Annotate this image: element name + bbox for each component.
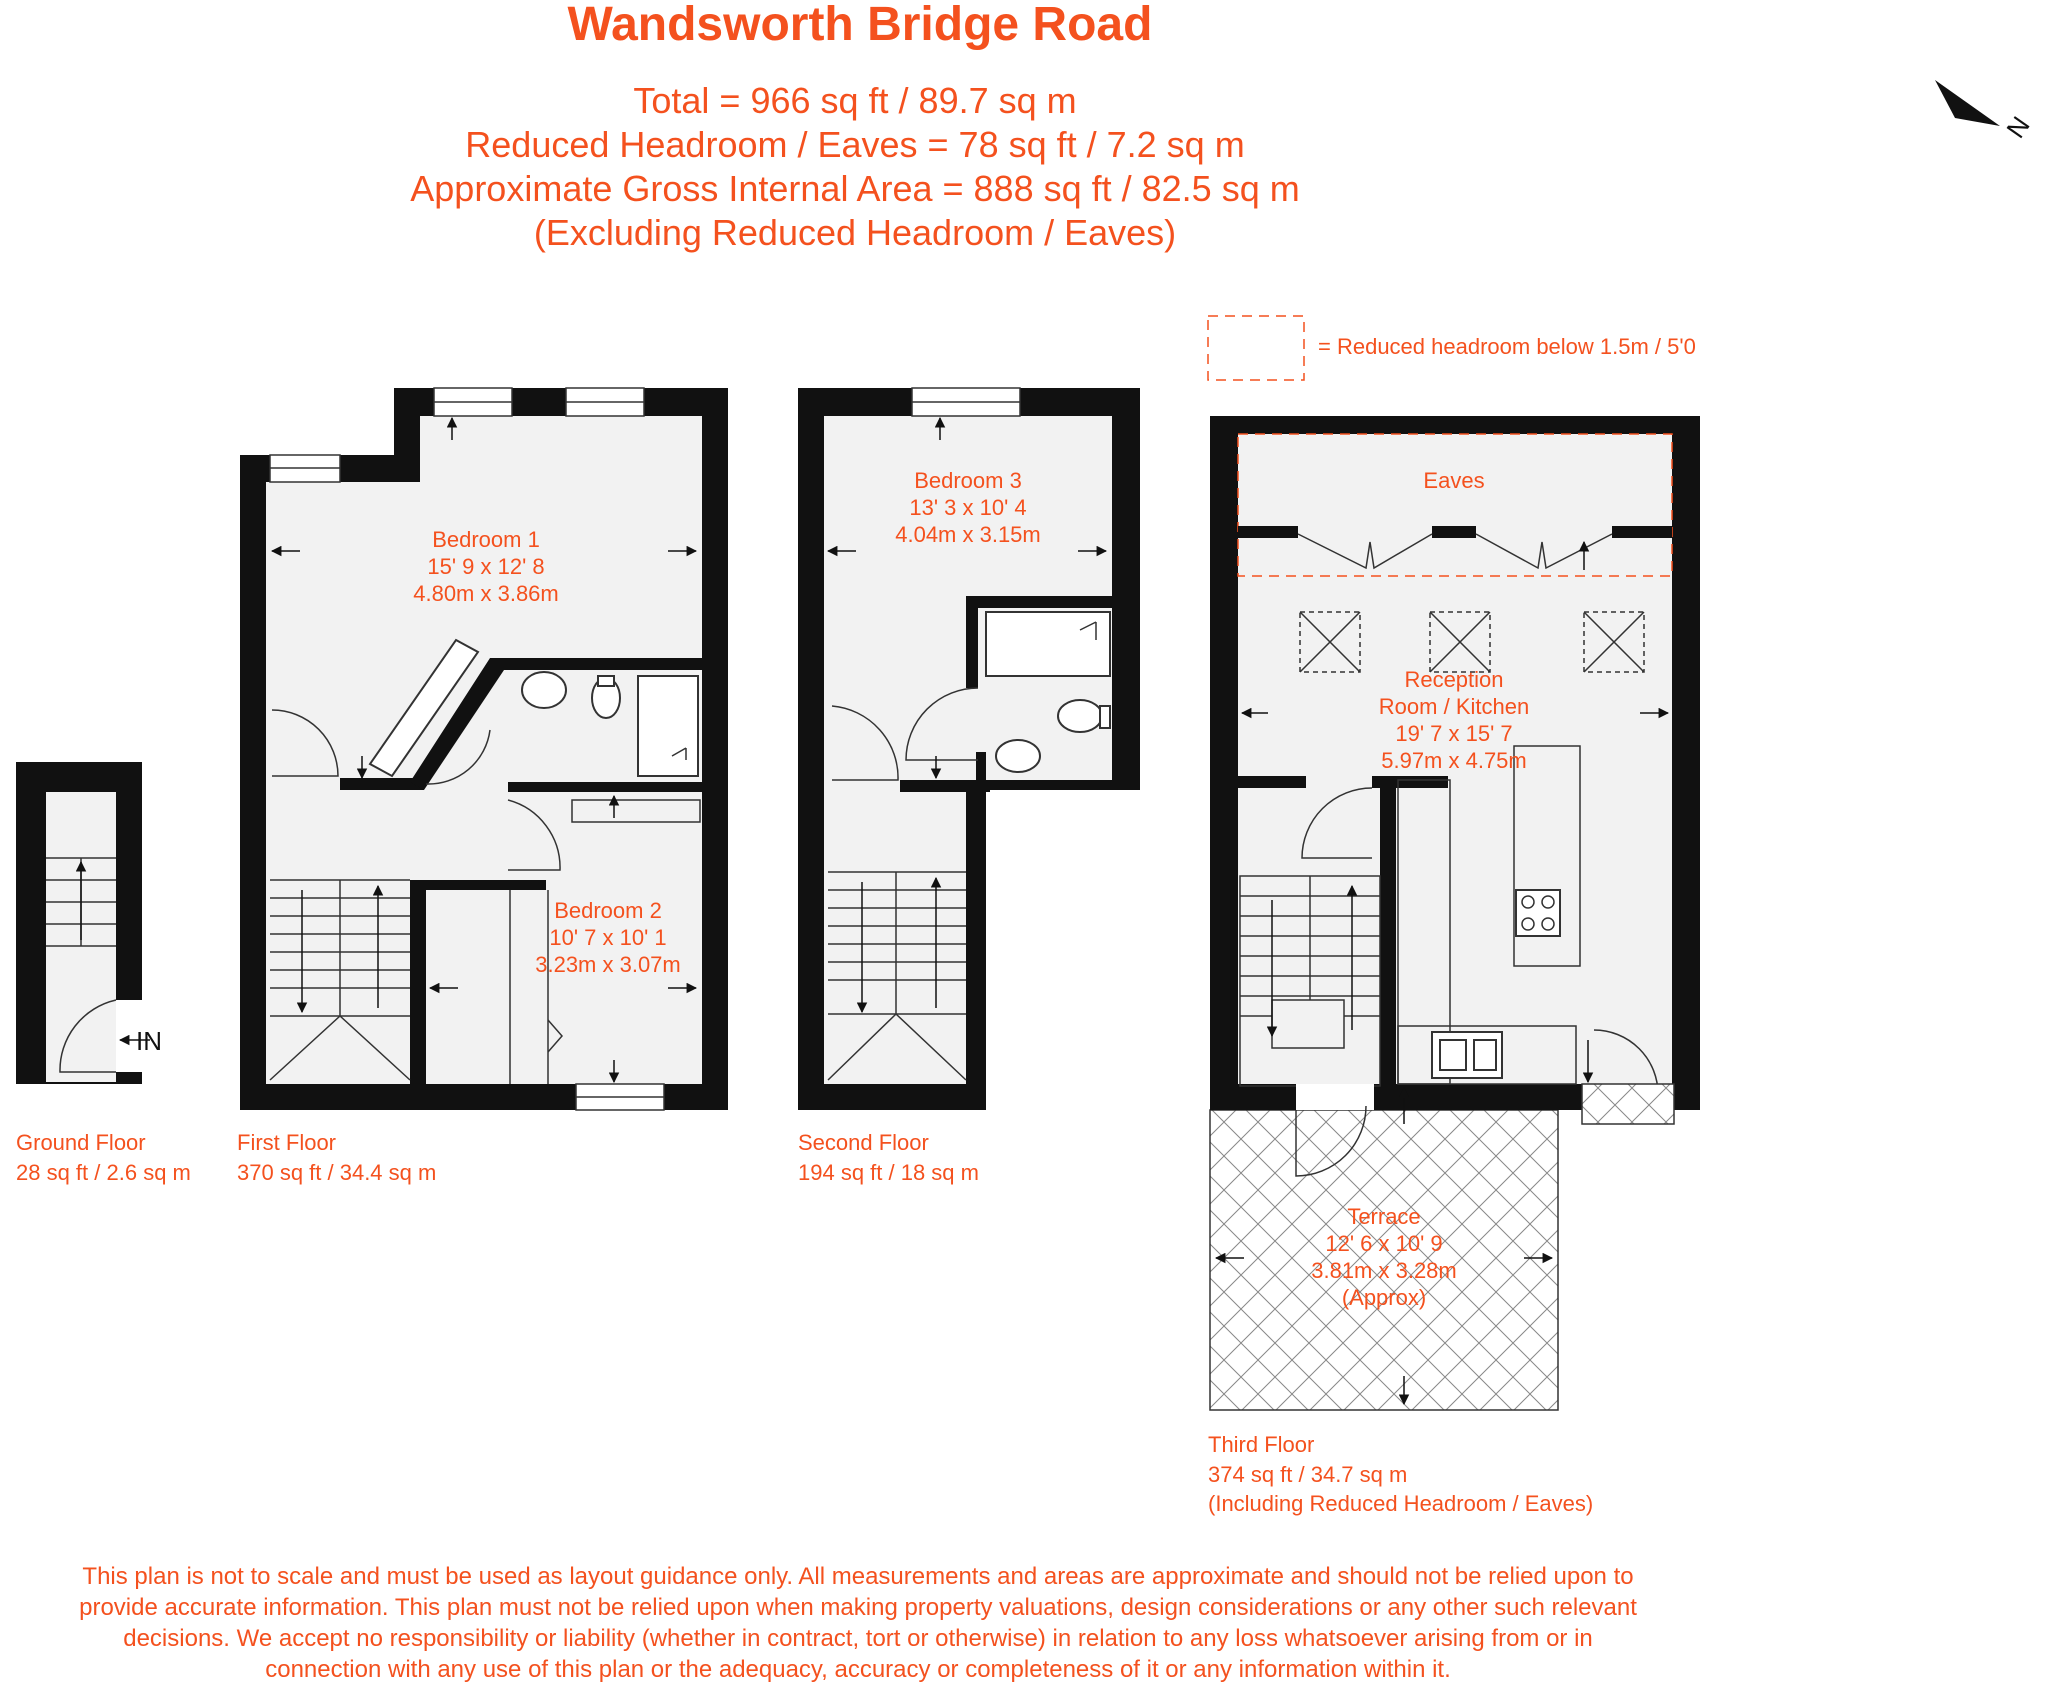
plan-title: Wandsworth Bridge Road (567, 0, 1153, 51)
legend-swatch (1208, 316, 1304, 380)
north-arrow-icon (1935, 80, 2036, 143)
terrace-note: (Approx) (1341, 1285, 1427, 1310)
disclaimer-line2: provide accurate information. This plan must not be relied upon when making property valuations, design considerations or any other such relevant (79, 1594, 1637, 1621)
first-floor-plan (240, 388, 728, 1110)
legend-label: = Reduced headroom below 1.5m / 5'0 (1318, 334, 1696, 359)
entrance-label: IN (136, 1026, 162, 1056)
disclaimer-line4: connection with any use of this plan or the adequacy, accuracy or completeness of it or any information within it. (265, 1656, 1451, 1683)
reception-metric: 5.97m x 4.75m (1381, 748, 1527, 773)
disclaimer-line1: This plan is not to scale and must be used as layout guidance only. All measurements and areas are approximate and should not be relied upon to (82, 1563, 1634, 1590)
bedroom3-imperial: 13' 3 x 10' 4 (909, 495, 1027, 520)
bedroom3-metric: 4.04m x 3.15m (895, 522, 1041, 547)
second-floor-area: 194 sq ft / 18 sq m (798, 1160, 979, 1185)
hob-icon (1516, 890, 1560, 936)
bedroom2-imperial: 10' 7 x 10' 1 (549, 925, 667, 950)
second-floor-name: Second Floor (798, 1130, 929, 1155)
ground-floor-name: Ground Floor (16, 1130, 146, 1155)
total-area: Total = 966 sq ft / 89.7 sq m (633, 80, 1077, 121)
third-floor-note: (Including Reduced Headroom / Eaves) (1208, 1491, 1594, 1516)
reception-imperial: 19' 7 x 15' 7 (1395, 721, 1513, 746)
bedroom1-name: Bedroom 1 (432, 527, 540, 552)
first-floor-name: First Floor (237, 1130, 336, 1155)
reception-line1: Reception (1404, 667, 1504, 692)
bedroom3-name: Bedroom 3 (914, 468, 1022, 493)
bedroom1-metric: 4.80m x 3.86m (413, 581, 559, 606)
bedroom2-metric: 3.23m x 3.07m (535, 952, 681, 977)
disclaimer-line3: decisions. We accept no responsibility or liability (whether in contract, tort or otherwise) in relation to any loss whatsoever arising from or in (123, 1625, 1593, 1652)
terrace-imperial: 12' 6 x 10' 9 (1325, 1231, 1443, 1256)
bedroom1-imperial: 15' 9 x 12' 8 (427, 554, 545, 579)
first-floor-area: 370 sq ft / 34.4 sq m (237, 1160, 437, 1185)
third-floor-plan (1210, 416, 1700, 1410)
eaves-label: Eaves (1423, 468, 1485, 493)
eaves-area: Reduced Headroom / Eaves = 78 sq ft / 7.2 sq m (465, 124, 1245, 165)
terrace-metric: 3.81m x 3.28m (1311, 1258, 1457, 1283)
ground-floor-area: 28 sq ft / 2.6 sq m (16, 1160, 191, 1185)
terrace-name: Terrace (1347, 1204, 1421, 1229)
third-floor-area: 374 sq ft / 34.7 sq m (1208, 1462, 1408, 1487)
reception-line2: Room / Kitchen (1378, 694, 1530, 719)
area-note: (Excluding Reduced Headroom / Eaves) (533, 212, 1177, 253)
ground-floor-plan (16, 762, 162, 1084)
north-letter: N (2000, 110, 2036, 144)
second-floor-plan (798, 388, 1140, 1110)
bedroom2-name: Bedroom 2 (554, 898, 662, 923)
gross-area: Approximate Gross Internal Area = 888 sq ft / 82.5 sq m (410, 168, 1300, 209)
third-floor-name: Third Floor (1208, 1432, 1315, 1457)
